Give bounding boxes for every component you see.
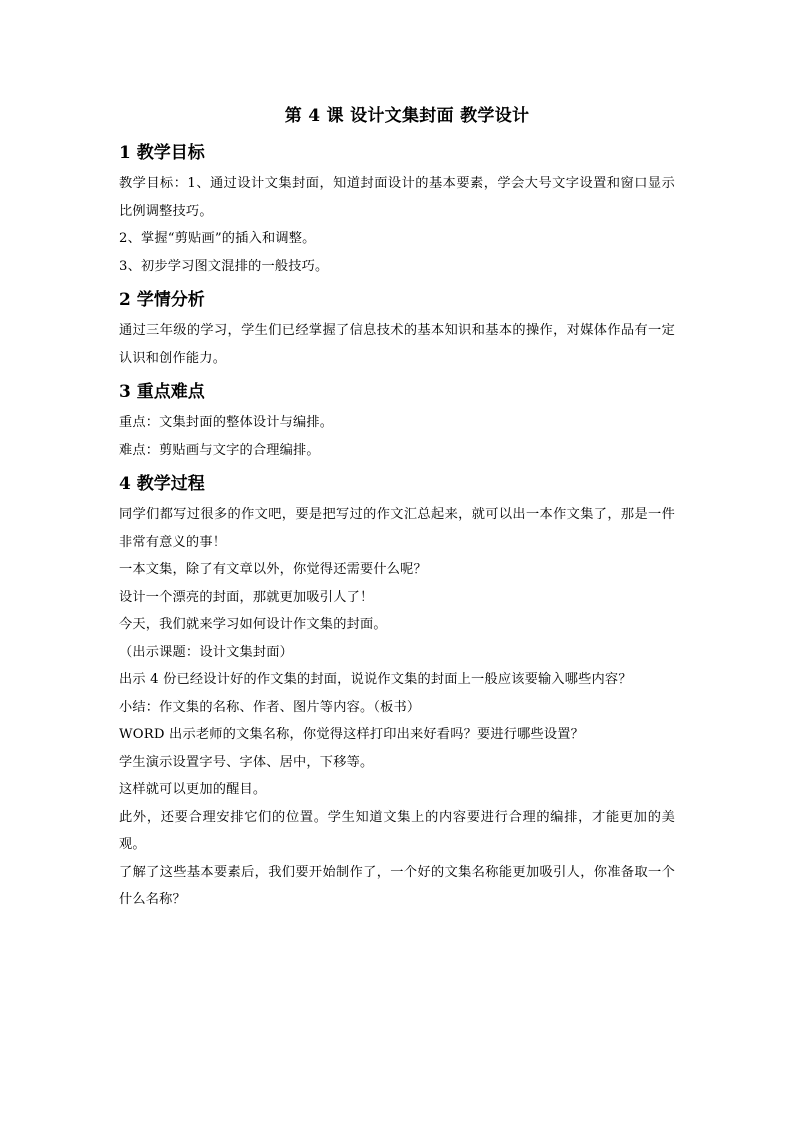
paragraph: 3、初步学习图文混排的一般技巧。	[119, 258, 329, 274]
paragraph: （出示课题：设计文集封面）	[119, 644, 294, 660]
paragraph: 了解了这些基本要素后，我们要开始制作了，一个好的文集名称能更加吸引人，你准备取一个什么名称？	[119, 864, 675, 907]
section-teaching-goals	[119, 141, 675, 280]
paragraph: 同学们都写过很多的作文吧，要是把写过的作文汇总起来，就可以出一本作文集了，那是一件非常有意义的事！	[119, 507, 675, 550]
section-heading: 1 教学目标	[119, 143, 205, 163]
paragraph: 出示 4 份已经设计好的作文集的封面，说说作文集的封面上一般应该要输入哪些内容？	[119, 672, 632, 687]
document-title: 第 4 课 设计文集封面 教学设计	[284, 106, 530, 126]
paragraph: WORD 出示老师的文集名称，你觉得这样打印出来好看吗？要进行哪些设置？	[119, 727, 585, 742]
section-key-difficulties	[119, 380, 675, 464]
section-heading: 2 学情分析	[119, 290, 205, 310]
section-student-analysis	[119, 288, 675, 372]
paragraph: 难点：剪贴画与文字的合理编排。	[119, 442, 320, 458]
paragraph: 2、掌握“剪贴画”的插入和调整。	[119, 231, 316, 246]
paragraph: 小结：作文集的名称、作者、图片等内容。（板书）	[119, 699, 421, 715]
paragraph: 通过三年级的学习，学生们已经掌握了信息技术的基本知识和基本的操作，对媒体作品有一定认识和创作能力。	[119, 323, 675, 366]
paragraph: 一本文集，除了有文章以外，你觉得还需要什么呢？	[119, 562, 427, 577]
document-page	[119, 104, 675, 914]
paragraph: 学生演示设置字号、字体、居中，下移等。	[119, 754, 374, 770]
section-teaching-process	[119, 472, 675, 914]
section-heading: 4 教学过程	[119, 474, 205, 494]
paragraph: 教学目标：1、通过设计文集封面，知道封面设计的基本要素，学会大号文字设置和窗口显示比例调整技巧。	[119, 176, 675, 219]
paragraph: 重点：文集封面的整体设计与编排。	[119, 415, 334, 430]
section-heading: 3 重点难点	[119, 382, 205, 402]
paragraph: 今天，我们就来学习如何设计作文集的封面。	[119, 617, 387, 632]
paragraph: 此外，还要合理安排它们的位置。学生知道文集上的内容要进行合理的编排，才能更加的美观。	[119, 809, 675, 852]
paragraph: 设计一个漂亮的封面，那就更加吸引人了！	[119, 589, 374, 605]
paragraph: 这样就可以更加的醒目。	[119, 782, 267, 797]
